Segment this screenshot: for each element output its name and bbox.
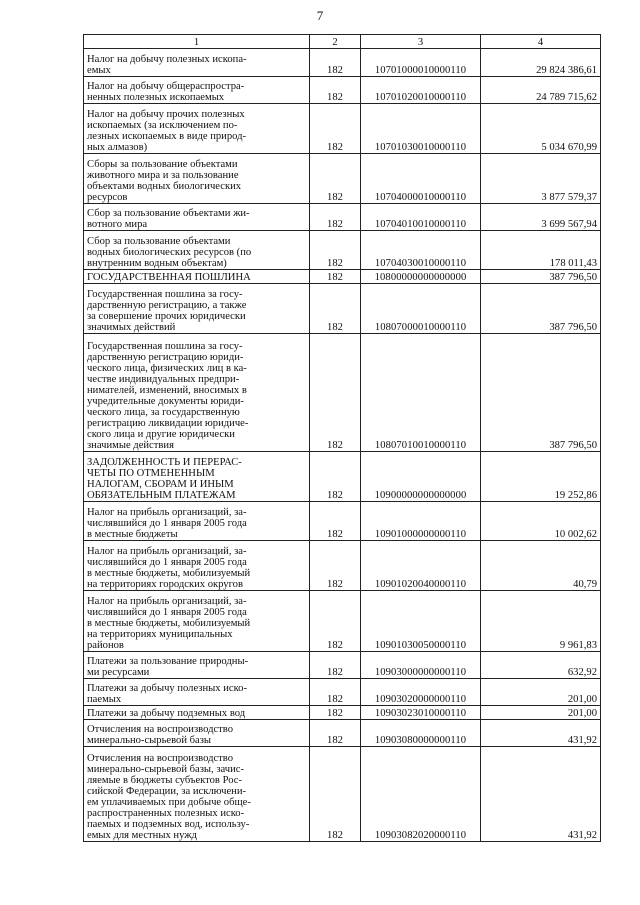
row-admin-code: 182	[310, 679, 361, 706]
row-amount: 24 789 715,62	[481, 77, 601, 104]
table-row	[84, 747, 601, 842]
row-amount: 387 796,50	[481, 270, 601, 284]
row-name: Платежи за добычу полезных иско- паемых	[84, 679, 310, 706]
row-amount: 29 824 386,61	[481, 49, 601, 77]
table-row	[84, 77, 601, 104]
row-amount: 201,00	[481, 679, 601, 706]
table-row	[84, 720, 601, 747]
row-admin-code: 182	[310, 652, 361, 679]
row-admin-code: 182	[310, 77, 361, 104]
row-amount: 5 034 670,99	[481, 104, 601, 154]
row-admin-code: 182	[310, 502, 361, 541]
row-budget-code: 10701030010000110	[361, 104, 481, 154]
row-budget-code: 10704030010000110	[361, 231, 481, 270]
row-amount: 431,92	[481, 747, 601, 842]
row-amount: 178 011,43	[481, 231, 601, 270]
row-admin-code: 182	[310, 747, 361, 842]
row-admin-code: 182	[310, 452, 361, 502]
table-row	[84, 49, 601, 77]
row-amount: 387 796,50	[481, 284, 601, 334]
row-budget-code: 10704000010000110	[361, 154, 481, 204]
row-amount: 632,92	[481, 652, 601, 679]
row-budget-code: 10701000010000110	[361, 49, 481, 77]
row-budget-code: 10901030050000110	[361, 591, 481, 652]
row-name: Платежи за добычу подземных вод	[84, 706, 310, 720]
row-admin-code: 182	[310, 284, 361, 334]
column-header: 1	[84, 35, 310, 49]
row-name: Отчисления на воспроизводство минерально-сырьевой базы, зачис- ляемые в бюджеты субъектов Рос- сийской Федерации, за исключени- ем уплачиваемых при добыче обще- распространенных полезных иско- паемых и подземных вод, использу- емых для местных нужд	[84, 747, 310, 842]
table-row	[84, 154, 601, 204]
row-name: Отчисления на воспроизводство минерально-сырьевой базы	[84, 720, 310, 747]
table-row	[84, 706, 601, 720]
row-name: Налог на добычу полезных ископа- емых	[84, 49, 310, 77]
table-row	[84, 204, 601, 231]
row-budget-code: 10903082020000110	[361, 747, 481, 842]
row-admin-code: 182	[310, 270, 361, 284]
column-header: 4	[481, 35, 601, 49]
row-name: Сбор за пользование объектами жи- вотного мира	[84, 204, 310, 231]
row-admin-code: 182	[310, 49, 361, 77]
row-budget-code: 10701020010000110	[361, 77, 481, 104]
table-row	[84, 270, 601, 284]
row-amount: 40,79	[481, 541, 601, 591]
row-budget-code: 10704010010000110	[361, 204, 481, 231]
row-budget-code: 10903020000000110	[361, 679, 481, 706]
table-row	[84, 679, 601, 706]
row-amount: 3 699 567,94	[481, 204, 601, 231]
table-row	[84, 591, 601, 652]
row-admin-code: 182	[310, 204, 361, 231]
revenue-table	[83, 34, 601, 842]
row-amount: 10 002,62	[481, 502, 601, 541]
row-budget-code: 10807010010000110	[361, 334, 481, 452]
row-admin-code: 182	[310, 591, 361, 652]
table-row	[84, 104, 601, 154]
row-name: Налог на прибыль организаций, за- числявшийся до 1 января 2005 года в местные бюджеты	[84, 502, 310, 541]
row-amount: 431,92	[481, 720, 601, 747]
row-name: ГОСУДАРСТВЕННАЯ ПОШЛИНА	[84, 270, 310, 284]
table-header-row	[84, 35, 601, 49]
row-budget-code: 10903000000000110	[361, 652, 481, 679]
row-amount: 201,00	[481, 706, 601, 720]
row-admin-code: 182	[310, 706, 361, 720]
table-row	[84, 541, 601, 591]
row-budget-code: 10903080000000110	[361, 720, 481, 747]
row-name: Налог на добычу общераспростра- ненных полезных ископаемых	[84, 77, 310, 104]
row-admin-code: 182	[310, 334, 361, 452]
page-number: 7	[316, 8, 324, 23]
row-budget-code: 10903023010000110	[361, 706, 481, 720]
table-row	[84, 452, 601, 502]
row-name: Налог на прибыль организаций, за- числявшийся до 1 января 2005 года в местные бюджеты, мобилизуемый на территориях муниципальных районов	[84, 591, 310, 652]
row-budget-code: 10901000000000110	[361, 502, 481, 541]
row-admin-code: 182	[310, 720, 361, 747]
column-header: 2	[310, 35, 361, 49]
row-admin-code: 182	[310, 104, 361, 154]
row-amount: 19 252,86	[481, 452, 601, 502]
row-name: Налог на прибыль организаций, за- числявшийся до 1 января 2005 года в местные бюджеты, мобилизуемый на территориях городских округов	[84, 541, 310, 591]
row-amount: 9 961,83	[481, 591, 601, 652]
row-budget-code: 10800000000000000	[361, 270, 481, 284]
column-header: 3	[361, 35, 481, 49]
row-name: ЗАДОЛЖЕННОСТЬ И ПЕРЕРАС- ЧЕТЫ ПО ОТМЕНЕННЫМ НАЛОГАМ, СБОРАМ И ИНЫМ ОБЯЗАТЕЛЬНЫМ ПЛАТЕЖАМ	[84, 452, 310, 502]
row-admin-code: 182	[310, 231, 361, 270]
row-name: Сборы за пользование объектами животного мира и за пользование объектами водных биологических ресурсов	[84, 154, 310, 204]
row-budget-code: 10807000010000110	[361, 284, 481, 334]
table-row	[84, 652, 601, 679]
row-name: Платежи за пользование природны- ми ресурсами	[84, 652, 310, 679]
row-name: Государственная пошлина за госу- дарственную регистрацию, а также за совершение прочих юридически значимых действий	[84, 284, 310, 334]
row-name: Государственная пошлина за госу- дарственную регистрацию юриди- ческого лица, физических лиц в ка- честве индивидуальных предпри- нимателей, изменений, вносимых в учредительные документы юриди- ческого лица, за государственную регистрацию ликвидации юридиче- ского лица и другие юридически значимые действия	[84, 334, 310, 452]
row-budget-code: 10901020040000110	[361, 541, 481, 591]
row-amount: 387 796,50	[481, 334, 601, 452]
table-row	[84, 502, 601, 541]
row-amount: 3 877 579,37	[481, 154, 601, 204]
table-row	[84, 334, 601, 452]
row-admin-code: 182	[310, 154, 361, 204]
table-row	[84, 231, 601, 270]
row-admin-code: 182	[310, 541, 361, 591]
row-budget-code: 10900000000000000	[361, 452, 481, 502]
table-row	[84, 284, 601, 334]
row-name: Сбор за пользование объектами водных биологических ресурсов (по внутренним водным объектам)	[84, 231, 310, 270]
row-name: Налог на добычу прочих полезных ископаемых (за исключением по- лезных ископаемых в виде природ- ных алмазов)	[84, 104, 310, 154]
